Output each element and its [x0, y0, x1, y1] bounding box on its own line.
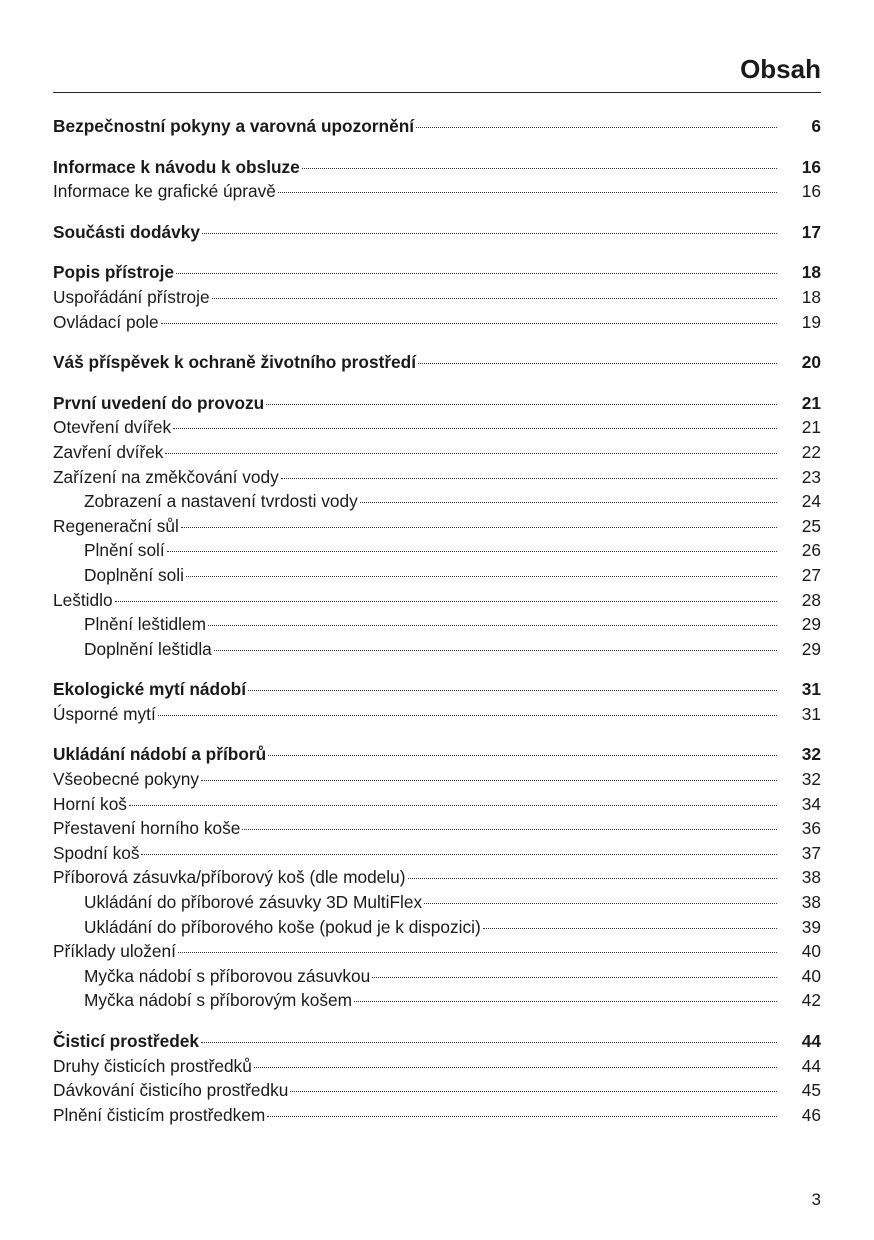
dot-leader: [212, 298, 777, 299]
dot-leader: [178, 952, 777, 953]
dot-leader: [201, 780, 777, 781]
toc-entry-label: Přestavení horního koše: [53, 818, 241, 839]
toc-entry-label: Úsporné mytí: [53, 703, 156, 724]
toc-entry-page: 39: [801, 916, 821, 937]
toc-entry-page: 34: [801, 793, 821, 814]
toc-entry-label: Zobrazení a nastavení tvrdosti vody: [84, 491, 358, 512]
toc-entry-page: 38: [801, 892, 821, 913]
dot-leader: [176, 273, 777, 274]
dot-leader: [267, 1116, 777, 1117]
table-of-contents: [53, 114, 821, 1143]
dot-leader: [278, 192, 777, 193]
toc-entry-label: První uvedení do provozu: [53, 392, 265, 413]
toc-entry-label: Ukládání do příborové zásuvky 3D MultiFlex: [84, 892, 423, 913]
toc-entry-label: Popis přístroje: [53, 262, 174, 283]
toc-entry-label: Leštidlo: [53, 589, 113, 610]
toc-entry[interactable]: [53, 702, 821, 727]
dot-leader: [354, 1001, 777, 1002]
toc-entry-page: 6: [811, 116, 821, 136]
toc-entry-label: Otevření dvířek: [53, 417, 172, 438]
toc-entry-page: 38: [801, 867, 821, 888]
toc-entry[interactable]: [53, 939, 821, 964]
toc-chapter-entry[interactable]: [53, 114, 821, 139]
toc-subentry[interactable]: [53, 489, 821, 514]
toc-section: [53, 677, 821, 726]
toc-subentry[interactable]: [53, 988, 821, 1013]
dot-leader: [141, 854, 777, 855]
toc-entry[interactable]: [53, 179, 821, 204]
toc-entry-page: 46: [801, 1104, 821, 1125]
toc-chapter-entry[interactable]: [53, 350, 821, 375]
toc-entry-page: 18: [801, 262, 821, 283]
toc-chapter-entry[interactable]: [53, 260, 821, 285]
toc-chapter-entry[interactable]: [53, 742, 821, 767]
dot-leader: [360, 502, 777, 503]
toc-entry-label: Bezpečnostní pokyny a varovná upozornění: [53, 116, 415, 136]
toc-section: [53, 220, 821, 245]
toc-chapter-entry[interactable]: [53, 220, 821, 245]
dot-leader: [290, 1091, 777, 1092]
toc-entry-label: Regenerační sůl: [53, 515, 179, 536]
toc-entry-page: 32: [801, 769, 821, 790]
page-title: Obsah: [740, 54, 821, 84]
toc-entry-label: Myčka nádobí s příborovou zásuvkou: [84, 965, 371, 986]
toc-entry-page: 25: [801, 515, 821, 536]
toc-section: [53, 391, 821, 662]
dot-leader: [214, 650, 777, 651]
toc-entry[interactable]: [53, 1103, 821, 1128]
toc-entry-label: Horní koš: [53, 793, 127, 814]
dot-leader: [161, 323, 777, 324]
toc-entry-page: 20: [801, 352, 821, 373]
toc-entry-page: 44: [801, 1055, 821, 1076]
toc-entry[interactable]: [53, 1054, 821, 1079]
toc-entry-page: 23: [801, 466, 821, 487]
toc-section: [53, 742, 821, 1013]
toc-entry-page: 18: [801, 286, 821, 307]
toc-chapter-entry[interactable]: [53, 1029, 821, 1054]
toc-entry-page: 19: [801, 311, 821, 332]
toc-subentry[interactable]: [53, 964, 821, 989]
toc-entry-page: 36: [801, 818, 821, 839]
toc-entry-page: 21: [801, 417, 821, 438]
toc-entry-label: Součásti dodávky: [53, 221, 200, 242]
toc-entry-label: Váš příspěvek k ochraně životního prostředí: [53, 352, 417, 373]
toc-entry[interactable]: [53, 285, 821, 310]
toc-subentry[interactable]: [53, 890, 821, 915]
toc-chapter-entry[interactable]: [53, 155, 821, 180]
toc-section: [53, 260, 821, 334]
dot-leader: [424, 903, 777, 904]
toc-entry-page: 22: [801, 441, 821, 462]
title-divider: [53, 92, 821, 93]
dot-leader: [418, 363, 777, 364]
dot-leader: [181, 527, 777, 528]
toc-entry[interactable]: [53, 1078, 821, 1103]
toc-entry-label: Ovládací pole: [53, 311, 159, 332]
toc-entry-label: Čisticí prostředek: [53, 1031, 199, 1051]
dot-leader: [186, 576, 777, 577]
toc-section: [53, 155, 821, 204]
toc-subentry[interactable]: [53, 915, 821, 940]
toc-entry-label: Druhy čisticích prostředků: [53, 1055, 252, 1076]
toc-entry-label: Příklady uložení: [53, 941, 176, 962]
toc-entry-page: 29: [801, 614, 821, 635]
dot-leader: [372, 977, 777, 978]
toc-entry[interactable]: [53, 841, 821, 866]
toc-entry-page: 28: [801, 589, 821, 610]
toc-entry[interactable]: [53, 514, 821, 539]
toc-entry[interactable]: [53, 588, 821, 613]
toc-entry-page: 16: [801, 181, 821, 202]
toc-entry-page: 26: [801, 540, 821, 561]
toc-entry[interactable]: [53, 415, 821, 440]
dot-leader: [254, 1067, 777, 1068]
toc-entry-page: 37: [801, 842, 821, 863]
dot-leader: [302, 168, 777, 169]
dot-leader: [248, 690, 777, 691]
toc-entry-page: 40: [801, 941, 821, 962]
dot-leader: [266, 404, 777, 405]
dot-leader: [202, 233, 777, 234]
toc-entry-page: 31: [801, 703, 821, 724]
toc-entry-label: Příborová zásuvka/příborový koš (dle modelu): [53, 867, 406, 888]
toc-entry-page: 29: [801, 638, 821, 659]
toc-entry-label: Informace k návodu k obsluze: [53, 156, 300, 177]
toc-entry[interactable]: [53, 310, 821, 335]
dot-leader: [115, 601, 777, 602]
toc-entry[interactable]: [53, 767, 821, 792]
dot-leader: [173, 428, 777, 429]
toc-entry[interactable]: [53, 816, 821, 841]
dot-leader: [268, 755, 777, 756]
toc-entry-label: Zavření dvířek: [53, 441, 164, 462]
toc-subentry[interactable]: [53, 612, 821, 637]
toc-entry-label: Ukládání nádobí a příborů: [53, 744, 267, 765]
toc-entry[interactable]: [53, 792, 821, 817]
dot-leader: [158, 715, 777, 716]
toc-section: [53, 1029, 821, 1127]
dot-leader: [416, 127, 777, 128]
toc-entry-page: 42: [801, 990, 821, 1011]
toc-chapter-entry[interactable]: [53, 677, 821, 702]
toc-entry-page: 16: [801, 156, 821, 177]
dot-leader: [129, 805, 777, 806]
toc-entry-label: Zařízení na změkčování vody: [53, 466, 279, 487]
toc-entry-label: Všeobecné pokyny: [53, 769, 200, 790]
toc-entry-page: 32: [801, 744, 821, 765]
toc-subentry[interactable]: [53, 563, 821, 588]
toc-section: [53, 350, 821, 375]
toc-entry-label: Dávkování čisticího prostředku: [53, 1080, 289, 1101]
dot-leader: [408, 878, 777, 879]
toc-entry-label: Ukládání do příborového koše (pokud je k dispozici): [84, 916, 481, 937]
toc-entry-label: Spodní koš: [53, 842, 140, 863]
toc-entry-label: Plnění leštidlem: [84, 614, 206, 635]
toc-entry-label: Plnění čisticím prostředkem: [53, 1104, 266, 1125]
page-number: 3: [811, 1190, 821, 1209]
toc-entry-label: Uspořádání přístroje: [53, 286, 210, 307]
dot-leader: [201, 1042, 777, 1043]
toc-entry-page: 21: [801, 392, 821, 413]
toc-entry[interactable]: [53, 465, 821, 490]
toc-entry-page: 17: [801, 221, 821, 242]
dot-leader: [281, 478, 777, 479]
toc-entry-page: 45: [801, 1080, 821, 1101]
toc-entry-label: Ekologické mytí nádobí: [53, 679, 247, 700]
toc-entry-page: 44: [801, 1031, 821, 1051]
toc-entry-label: Doplnění soli: [84, 564, 184, 585]
toc-entry-page: 31: [801, 679, 821, 700]
toc-entry-page: 27: [801, 564, 821, 585]
dot-leader: [167, 551, 777, 552]
toc-entry[interactable]: [53, 440, 821, 465]
toc-entry-label: Informace ke grafické úpravě: [53, 181, 276, 202]
toc-entry-label: Doplnění leštidla: [84, 638, 212, 659]
dot-leader: [208, 625, 777, 626]
toc-entry-label: Myčka nádobí s příborovým košem: [84, 990, 352, 1011]
toc-subentry[interactable]: [53, 538, 821, 563]
toc-entry-label: Plnění solí: [84, 540, 165, 561]
toc-subentry[interactable]: [53, 637, 821, 662]
toc-section: [53, 114, 821, 139]
dot-leader: [242, 829, 777, 830]
toc-entry-page: 24: [801, 491, 821, 512]
toc-chapter-entry[interactable]: [53, 391, 821, 416]
dot-leader: [483, 928, 777, 929]
toc-entry[interactable]: [53, 865, 821, 890]
toc-entry-page: 40: [801, 965, 821, 986]
dot-leader: [165, 453, 777, 454]
